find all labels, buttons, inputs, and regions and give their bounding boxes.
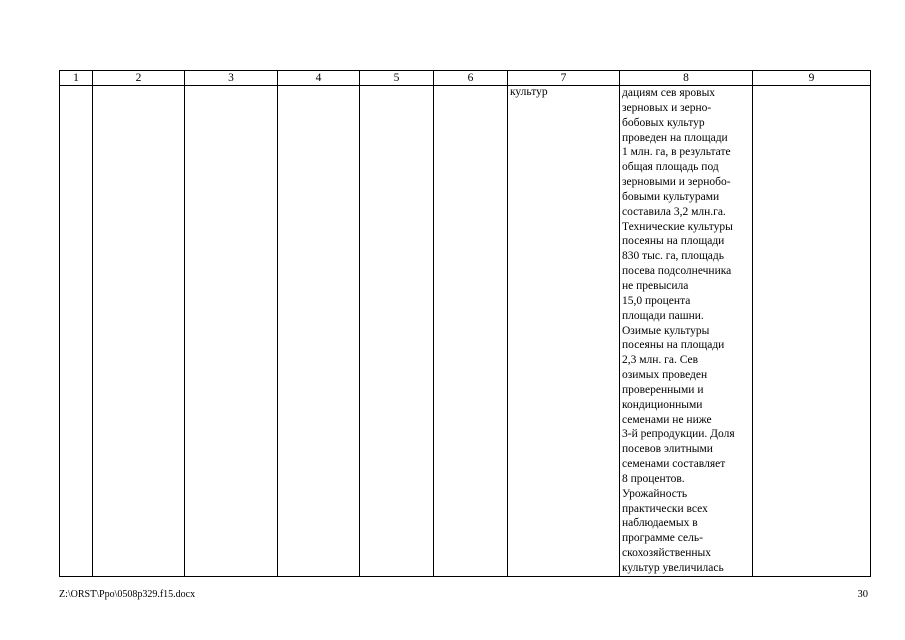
cell-text-line: 3-й репродукции. Доля bbox=[622, 428, 735, 441]
cell-text-line: бобовых культур bbox=[622, 116, 705, 129]
cell-text-line: 1 млн. га, в результате bbox=[622, 146, 731, 159]
column-header-6: 6 bbox=[434, 71, 508, 86]
cell-text-line: площади пашни. bbox=[622, 309, 704, 322]
cell-text-line: культур увеличилась bbox=[622, 562, 724, 574]
cell-col-5 bbox=[360, 86, 434, 577]
cell-text-line: не превысила bbox=[622, 279, 689, 292]
cell-col-7 bbox=[508, 86, 620, 577]
cell-text-line: проверенными и bbox=[622, 383, 704, 396]
cell-text-line: общая площадь под bbox=[622, 161, 719, 174]
cell-text-line: 2,3 млн. га. Сев bbox=[622, 354, 699, 367]
column-header-3: 3 bbox=[185, 71, 278, 86]
header-row bbox=[60, 71, 871, 86]
cell-text-line: проведен на площади bbox=[622, 131, 728, 144]
cell-text-line: дациям сев яровых bbox=[622, 87, 716, 99]
page-number: 30 bbox=[857, 589, 868, 600]
cell-col-3 bbox=[185, 86, 278, 577]
cell-text-line: 830 тыс. га, площадь bbox=[622, 250, 725, 263]
cell-text-line: практически всех bbox=[622, 502, 708, 515]
table-row bbox=[60, 86, 871, 577]
cell-text-line: Технические культуры bbox=[622, 220, 733, 233]
cell-text-line: зерновых и зерно- bbox=[622, 101, 712, 114]
cell-text: культур bbox=[510, 86, 548, 98]
cell-col-1 bbox=[60, 86, 93, 577]
footer-file-path: Z:\ORST\Ppo\0508p329.f15.docx bbox=[59, 589, 196, 600]
cell-text-line: Урожайность bbox=[622, 487, 688, 500]
cell-text-line: озимых проведен bbox=[622, 369, 708, 382]
column-header-5: 5 bbox=[360, 71, 434, 86]
column-header-8: 8 bbox=[620, 71, 753, 86]
column-header-7: 7 bbox=[508, 71, 620, 86]
cell-col-8 bbox=[620, 86, 753, 577]
cell-text-line: составила 3,2 млн.га. bbox=[622, 205, 726, 218]
cell-col-4 bbox=[278, 86, 360, 577]
cell-text-line: бовыми культурами bbox=[622, 190, 720, 203]
cell-text-line: Озимые культуры bbox=[622, 324, 710, 337]
cell-text-line: 15,0 процента bbox=[622, 294, 691, 307]
cell-col-9 bbox=[753, 86, 871, 577]
cell-text-line: 8 процентов. bbox=[622, 472, 685, 485]
column-header-1: 1 bbox=[60, 71, 93, 86]
cell-col-2 bbox=[93, 86, 185, 577]
cell-text-line: зерновыми и зернобо- bbox=[622, 176, 731, 189]
cell-text-line: кондиционными bbox=[622, 398, 703, 411]
cell-text-line: семенами не ниже bbox=[622, 413, 712, 426]
cell-text-line: посеяны на площади bbox=[622, 339, 725, 352]
cell-text-line: посевов элитными bbox=[622, 443, 713, 456]
column-header-4: 4 bbox=[278, 71, 360, 86]
column-header-2: 2 bbox=[93, 71, 185, 86]
cell-text-line: посеяны на площади bbox=[622, 235, 725, 248]
cell-text-line: наблюдаемых в bbox=[622, 517, 698, 530]
cell-col-6 bbox=[434, 86, 508, 577]
data-table bbox=[59, 70, 871, 577]
cell-text-line: семенами составляет bbox=[622, 458, 726, 471]
column-header-9: 9 bbox=[753, 71, 871, 86]
cell-text-line: посева подсолнечника bbox=[622, 265, 732, 278]
cell-text-line: программе сель- bbox=[622, 532, 703, 545]
cell-text-line: скохозяйственных bbox=[622, 547, 712, 560]
